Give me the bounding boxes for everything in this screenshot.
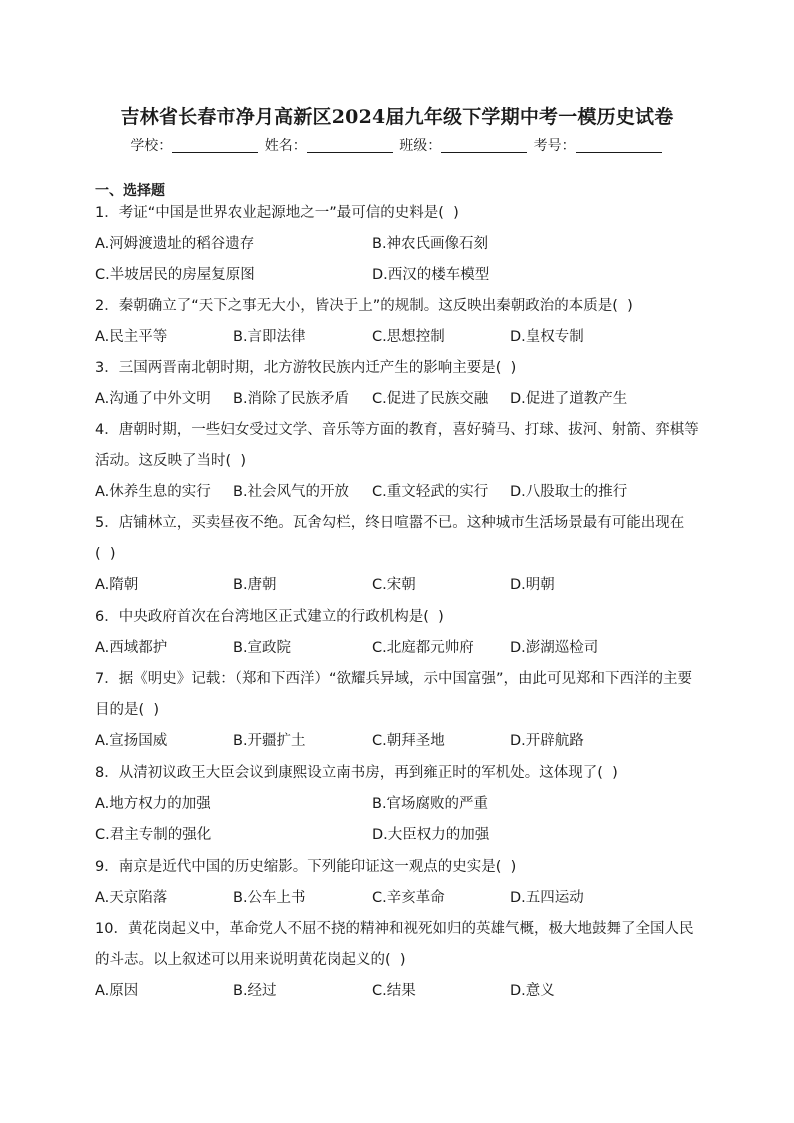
option-d: D.五四运动 xyxy=(510,890,584,906)
option-c: C.促进了民族交融 xyxy=(372,391,489,407)
question-5-stem: 5．店铺林立，买卖昼夜不绝。瓦舍勾栏，终日喧嚣不已。这种城市生活场景最有可能出现在( ) xyxy=(95,515,685,562)
option-b: B.消除了民族矛盾 xyxy=(233,391,350,407)
option-b: B.开疆扩土 xyxy=(233,733,306,749)
option-a: A.原因 xyxy=(95,983,139,999)
class-blank xyxy=(441,138,527,153)
question-7-options xyxy=(95,726,715,757)
question-2-stem: 2．秦朝确立了“天下之事无大小，皆决于上”的规制。这反映出秦朝政治的本质是( ) xyxy=(95,298,633,314)
question-4-options xyxy=(95,477,715,508)
option-b: B.社会风气的开放 xyxy=(233,484,350,500)
class-label: 班级： xyxy=(399,138,442,154)
question-1-stem: 1．考证“中国是世界农业起源地之一”最可信的史料是( ) xyxy=(95,205,459,221)
option-c: C.半坡居民的房屋复原图 xyxy=(95,267,255,283)
option-b: B.神农氏画像石刻 xyxy=(372,236,489,252)
question-9-options xyxy=(95,883,715,914)
student-info-line xyxy=(0,135,794,155)
question-4-stem: 4．唐朝时期，一些妇女受过文学、音乐等方面的教育，喜好骑马、打球、拔河、射箭、弈棋等活动。这反映了当时( ) xyxy=(95,422,699,469)
option-c: C.重文轻武的实行 xyxy=(372,484,489,500)
option-a: A.休养生息的实行 xyxy=(95,484,211,500)
question-8-stem: 8．从清初议政王大臣会议到康熙设立南书房，再到雍正时的军机处。这体现了( ) xyxy=(95,765,618,781)
exam-title: 吉林省长春市净月高新区2024届九年级下学期中考一模历史试卷 xyxy=(120,106,674,128)
option-c: C.朝拜圣地 xyxy=(372,733,445,749)
option-c: C.辛亥革命 xyxy=(372,890,445,906)
question-5-options xyxy=(95,570,715,601)
exam-number-blank xyxy=(576,138,662,153)
question-6-options xyxy=(95,633,715,664)
section-heading: 一、选择题 xyxy=(95,183,165,199)
option-a: A.沟通了中外文明 xyxy=(95,391,211,407)
option-a: A.隋朝 xyxy=(95,577,139,593)
option-d: D.促进了道教产生 xyxy=(510,391,628,407)
question-3-stem: 3．三国两晋南北朝时期，北方游牧民族内迁产生的影响主要是( ) xyxy=(95,360,517,376)
option-b: B.言即法律 xyxy=(233,329,306,345)
option-a: A.西域都护 xyxy=(95,640,168,656)
question-10-stem: 10．黄花岗起义中，革命党人不屈不挠的精神和视死如归的英雄气概，极大地鼓舞了全国人民的斗志。以上叙述可以用来说明黄花岗起义的( ) xyxy=(95,921,694,968)
option-a: A.民主平等 xyxy=(95,329,168,345)
name-label: 姓名： xyxy=(264,138,307,154)
option-b: B.公车上书 xyxy=(233,890,306,906)
question-1-options-row2 xyxy=(95,260,715,291)
option-d: D.开辟航路 xyxy=(510,733,584,749)
option-d: D.八股取士的推行 xyxy=(510,484,628,500)
school-blank xyxy=(172,138,258,153)
option-d: D.明朝 xyxy=(510,577,555,593)
option-b: B.宣政院 xyxy=(233,640,292,656)
option-a: A.宣扬国威 xyxy=(95,733,168,749)
option-d: D.大臣权力的加强 xyxy=(372,827,490,843)
option-c: C.北庭都元帅府 xyxy=(372,640,474,656)
option-d: D.意义 xyxy=(510,983,555,999)
school-label: 学校： xyxy=(130,138,173,154)
option-c: C.宋朝 xyxy=(372,577,416,593)
option-d: D.皇权专制 xyxy=(510,329,584,345)
question-1-options xyxy=(95,229,715,260)
option-c: C.君主专制的强化 xyxy=(95,827,212,843)
question-6-stem: 6．中央政府首次在台湾地区正式建立的行政机构是( ) xyxy=(95,609,444,625)
question-9-stem: 9．南京是近代中国的历史缩影。下列能印证这一观点的史实是( ) xyxy=(95,859,517,875)
question-8-options-row2 xyxy=(95,820,715,851)
exam-number-label: 考号： xyxy=(533,138,576,154)
option-b: B.经过 xyxy=(233,983,277,999)
name-blank xyxy=(307,138,393,153)
option-a: A.河姆渡遗址的稻谷遗存 xyxy=(95,236,255,252)
question-10-options xyxy=(95,976,715,1007)
option-c: C.结果 xyxy=(372,983,416,999)
question-3-options xyxy=(95,384,715,415)
question-7-stem: 7．据《明史》记载：（郑和下西洋）“欲耀兵异域，示中国富强”，由此可见郑和下西洋的主要目的是( ) xyxy=(95,671,692,718)
option-a: A.天京陷落 xyxy=(95,890,168,906)
question-8-options xyxy=(95,789,715,820)
option-d: D.澎湖巡检司 xyxy=(510,640,599,656)
option-b: B.唐朝 xyxy=(233,577,277,593)
option-c: C.思想控制 xyxy=(372,329,445,345)
option-b: B.官场腐败的严重 xyxy=(372,796,489,812)
option-a: A.地方权力的加强 xyxy=(95,796,211,812)
option-d: D.西汉的楼车模型 xyxy=(372,267,490,283)
question-2-options xyxy=(95,322,715,353)
